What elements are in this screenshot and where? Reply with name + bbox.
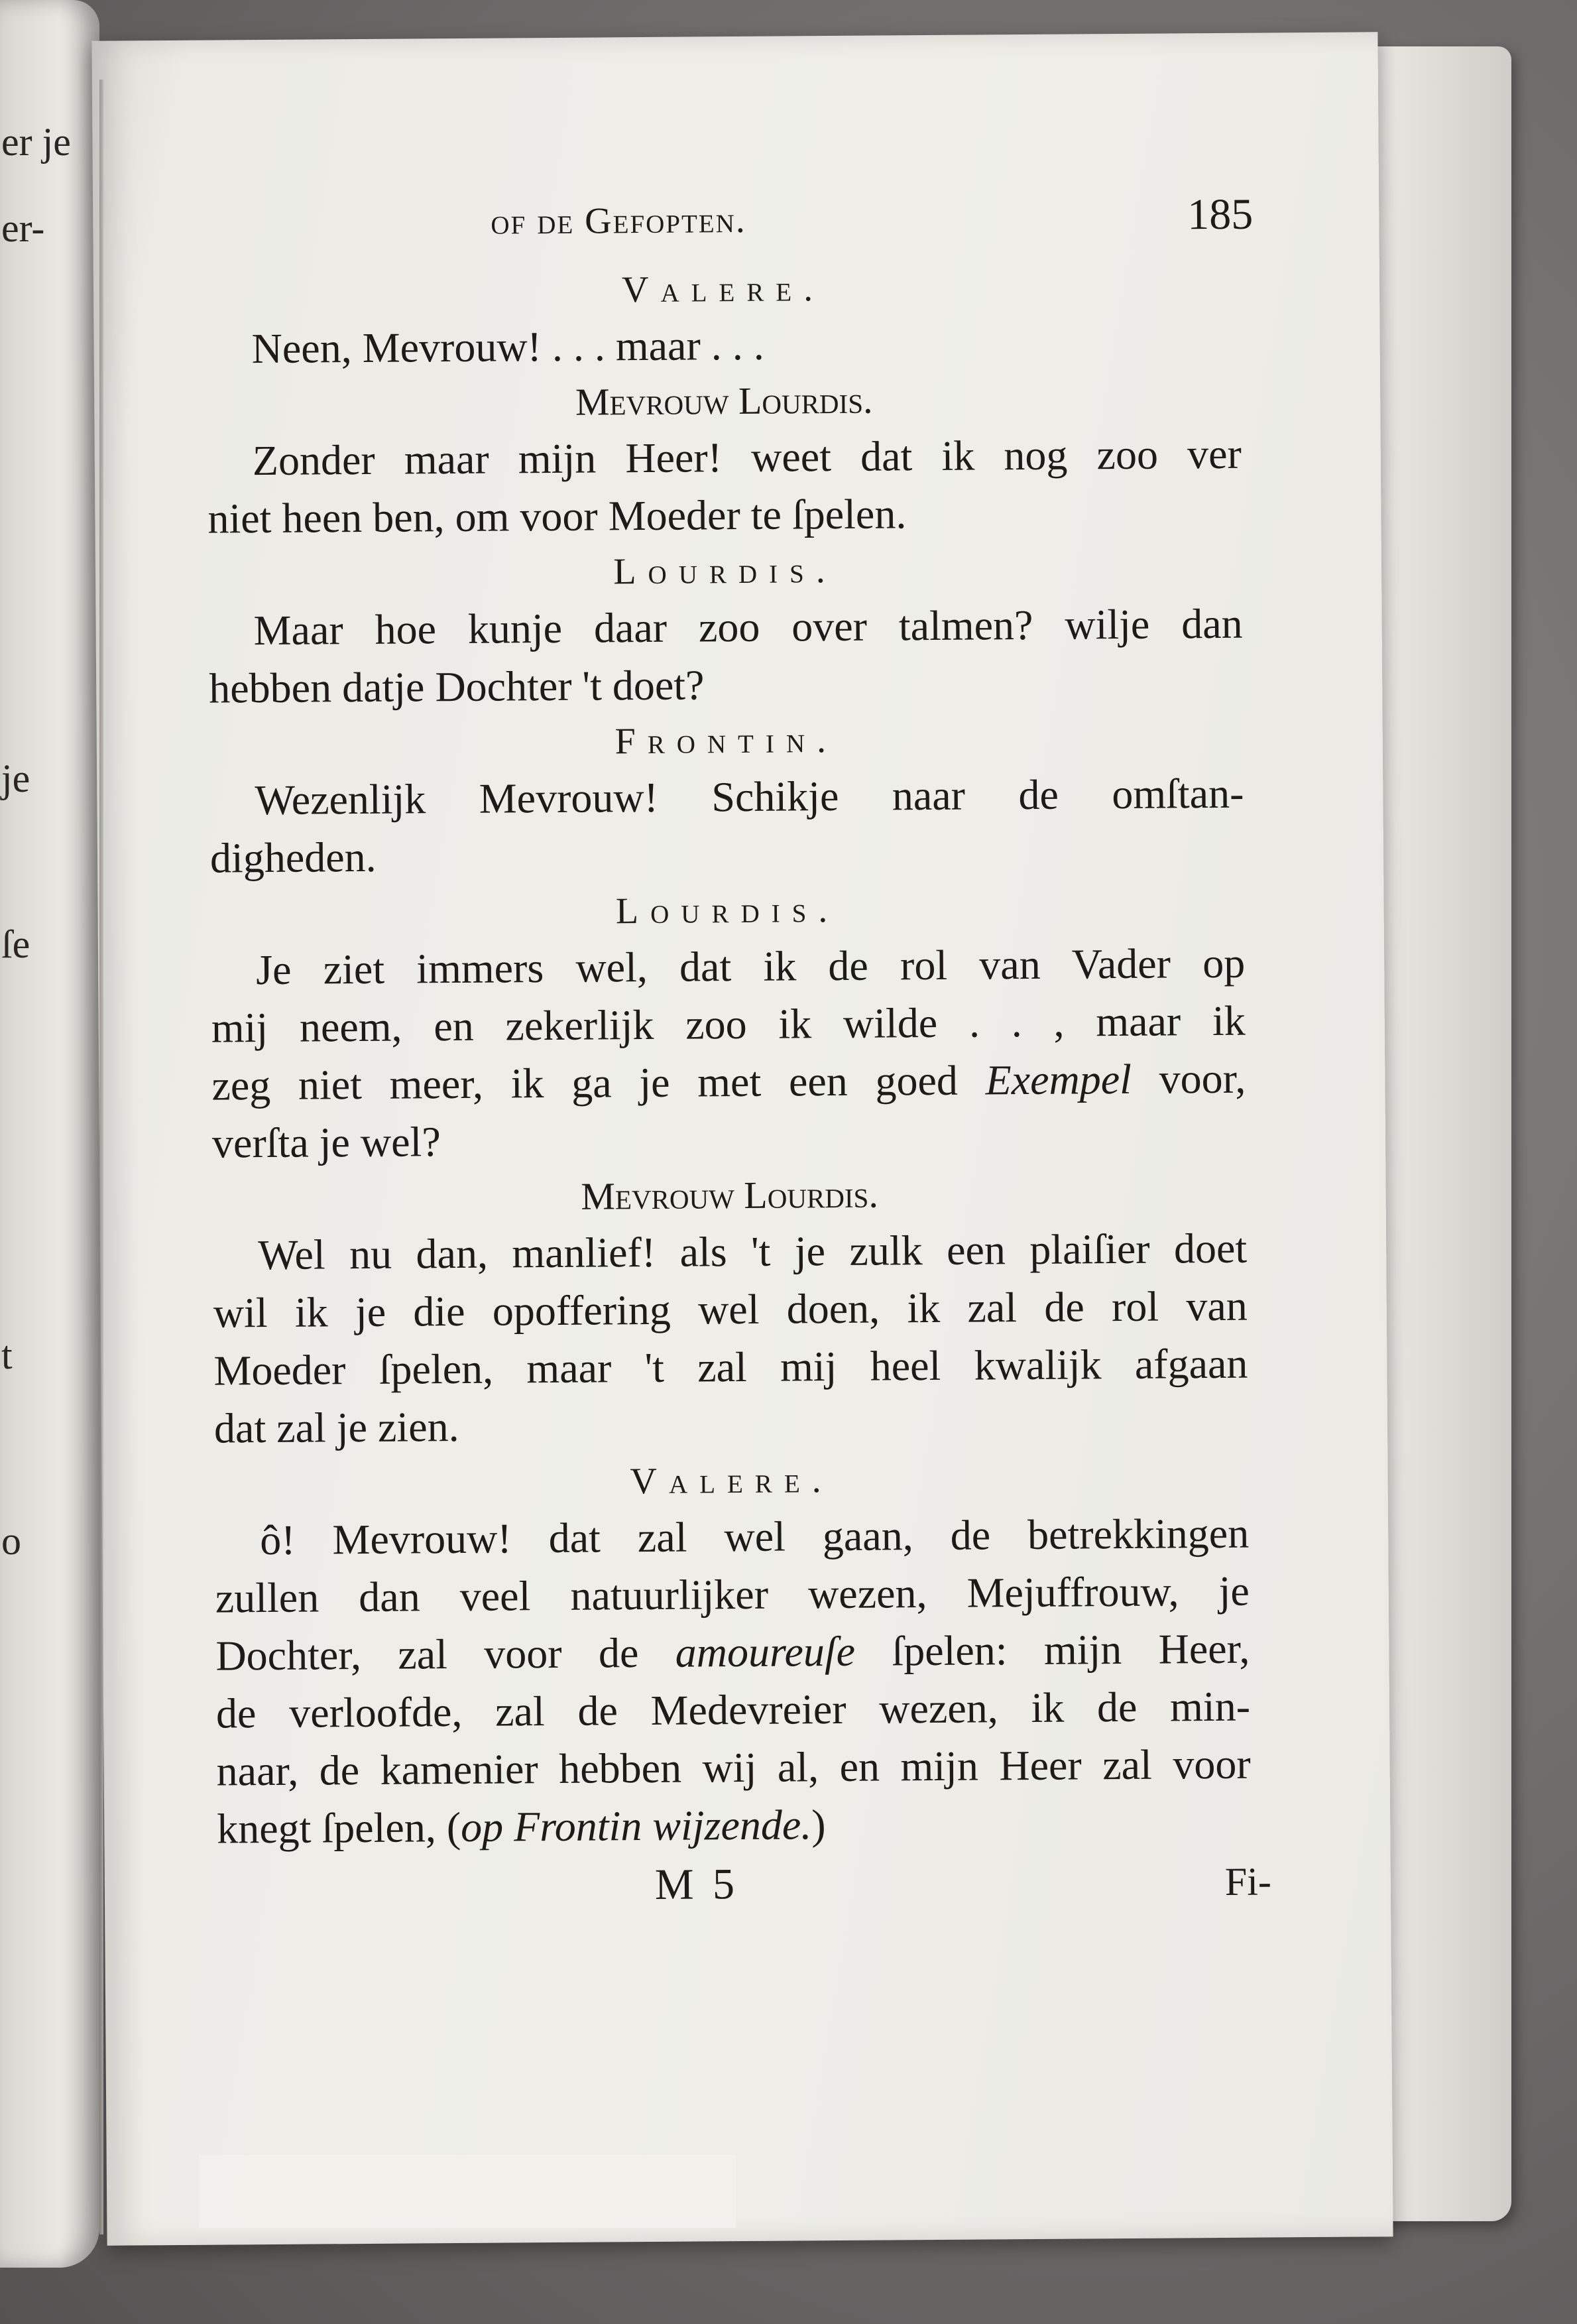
text-line: zullen dan veel natuurlijker wezen, Mejuffrouw, je bbox=[215, 1567, 1250, 1622]
book-page bbox=[91, 32, 1393, 2245]
previous-page-fragment: ſe bbox=[1, 922, 30, 966]
previous-page-fragment: o bbox=[1, 1519, 21, 1563]
text-line: dat zal je zien. bbox=[213, 1402, 459, 1452]
text-line: mij neem, en zekerlijk zoo ik wilde . . , maar ik bbox=[211, 997, 1246, 1052]
text-line: digheden. bbox=[209, 833, 377, 882]
text-line: Moeder ſpelen, maar 't zal mij heel kwalijk afgaan bbox=[213, 1339, 1248, 1394]
gutter-shadow bbox=[99, 80, 103, 2234]
text-line: Neen, Mevrouw! . . . maar . . . bbox=[251, 321, 764, 373]
text-line: naar, de kamenier hebben wij al, en mijn Heer zal voor bbox=[216, 1740, 1251, 1795]
text-line: knegt ſpelen, (op Frontin wijzende.) bbox=[216, 1801, 826, 1853]
text-line: wil ik je die opoffering wel doen, ik zal de rol van bbox=[213, 1282, 1248, 1337]
text-line: Dochter, zal voor de amoureuſe ſpelen: mijn Heer, bbox=[215, 1624, 1250, 1680]
running-head: of de Gefopten. bbox=[491, 199, 747, 243]
speaker-name: Valere. bbox=[621, 268, 825, 311]
text-line: niet heen ben, om voor Moeder te ſpelen. bbox=[207, 490, 907, 542]
bottom-patch bbox=[199, 2155, 736, 2228]
speaker-name: Valere. bbox=[630, 1459, 833, 1502]
text-line: Wezenlijk Mevrouw! Schikje naar de omſtan- bbox=[255, 769, 1244, 824]
signature-mark: M 5 bbox=[654, 1860, 739, 1909]
page-text bbox=[205, 186, 1272, 1918]
text-line: ô! Mevrouw! dat zal wel gaan, de betrekkingen bbox=[259, 1509, 1250, 1564]
speaker-name: Mevrouw Lourdis. bbox=[575, 378, 873, 424]
previous-page-fragment: er je bbox=[1, 120, 71, 164]
dialogue bbox=[206, 259, 1252, 1858]
speaker-name: Lourdis. bbox=[615, 888, 840, 932]
speaker-name: Frontin. bbox=[614, 719, 839, 763]
page-footer bbox=[217, 1852, 1272, 1918]
text-line: de verloofde, zal de Medevreier wezen, ik de min- bbox=[215, 1682, 1251, 1737]
text-line: zeg niet meer, ik ga je met een goed Exempel voor, bbox=[211, 1054, 1246, 1109]
text-line: Je ziet immers wel, dat ik de rol van Vader op bbox=[255, 939, 1246, 994]
page-number: 185 bbox=[1187, 190, 1254, 239]
previous-page-edge bbox=[0, 0, 99, 2268]
previous-page-fragment: je bbox=[1, 757, 30, 800]
catchword: Fi- bbox=[1224, 1859, 1272, 1904]
text-line: Wel nu dan, manlief! als 't je zulk een plaiſier doet bbox=[257, 1224, 1248, 1279]
previous-page-fragment: er- bbox=[1, 206, 45, 250]
speaker-name: Lourdis. bbox=[613, 549, 837, 593]
speaker-name: Mevrouw Lourdis. bbox=[581, 1172, 879, 1218]
text-line: verſta je wel? bbox=[211, 1118, 441, 1167]
text-line: hebben datje Dochter 't doet? bbox=[208, 661, 705, 712]
page-header bbox=[205, 186, 1254, 266]
text-line: Maar hoe kunje daar zoo over talmen? wilje dan bbox=[253, 599, 1243, 654]
previous-page-fragment: t bbox=[1, 1333, 13, 1377]
text-line: Zonder maar mijn Heer! weet dat ik nog zoo ver bbox=[252, 430, 1242, 485]
